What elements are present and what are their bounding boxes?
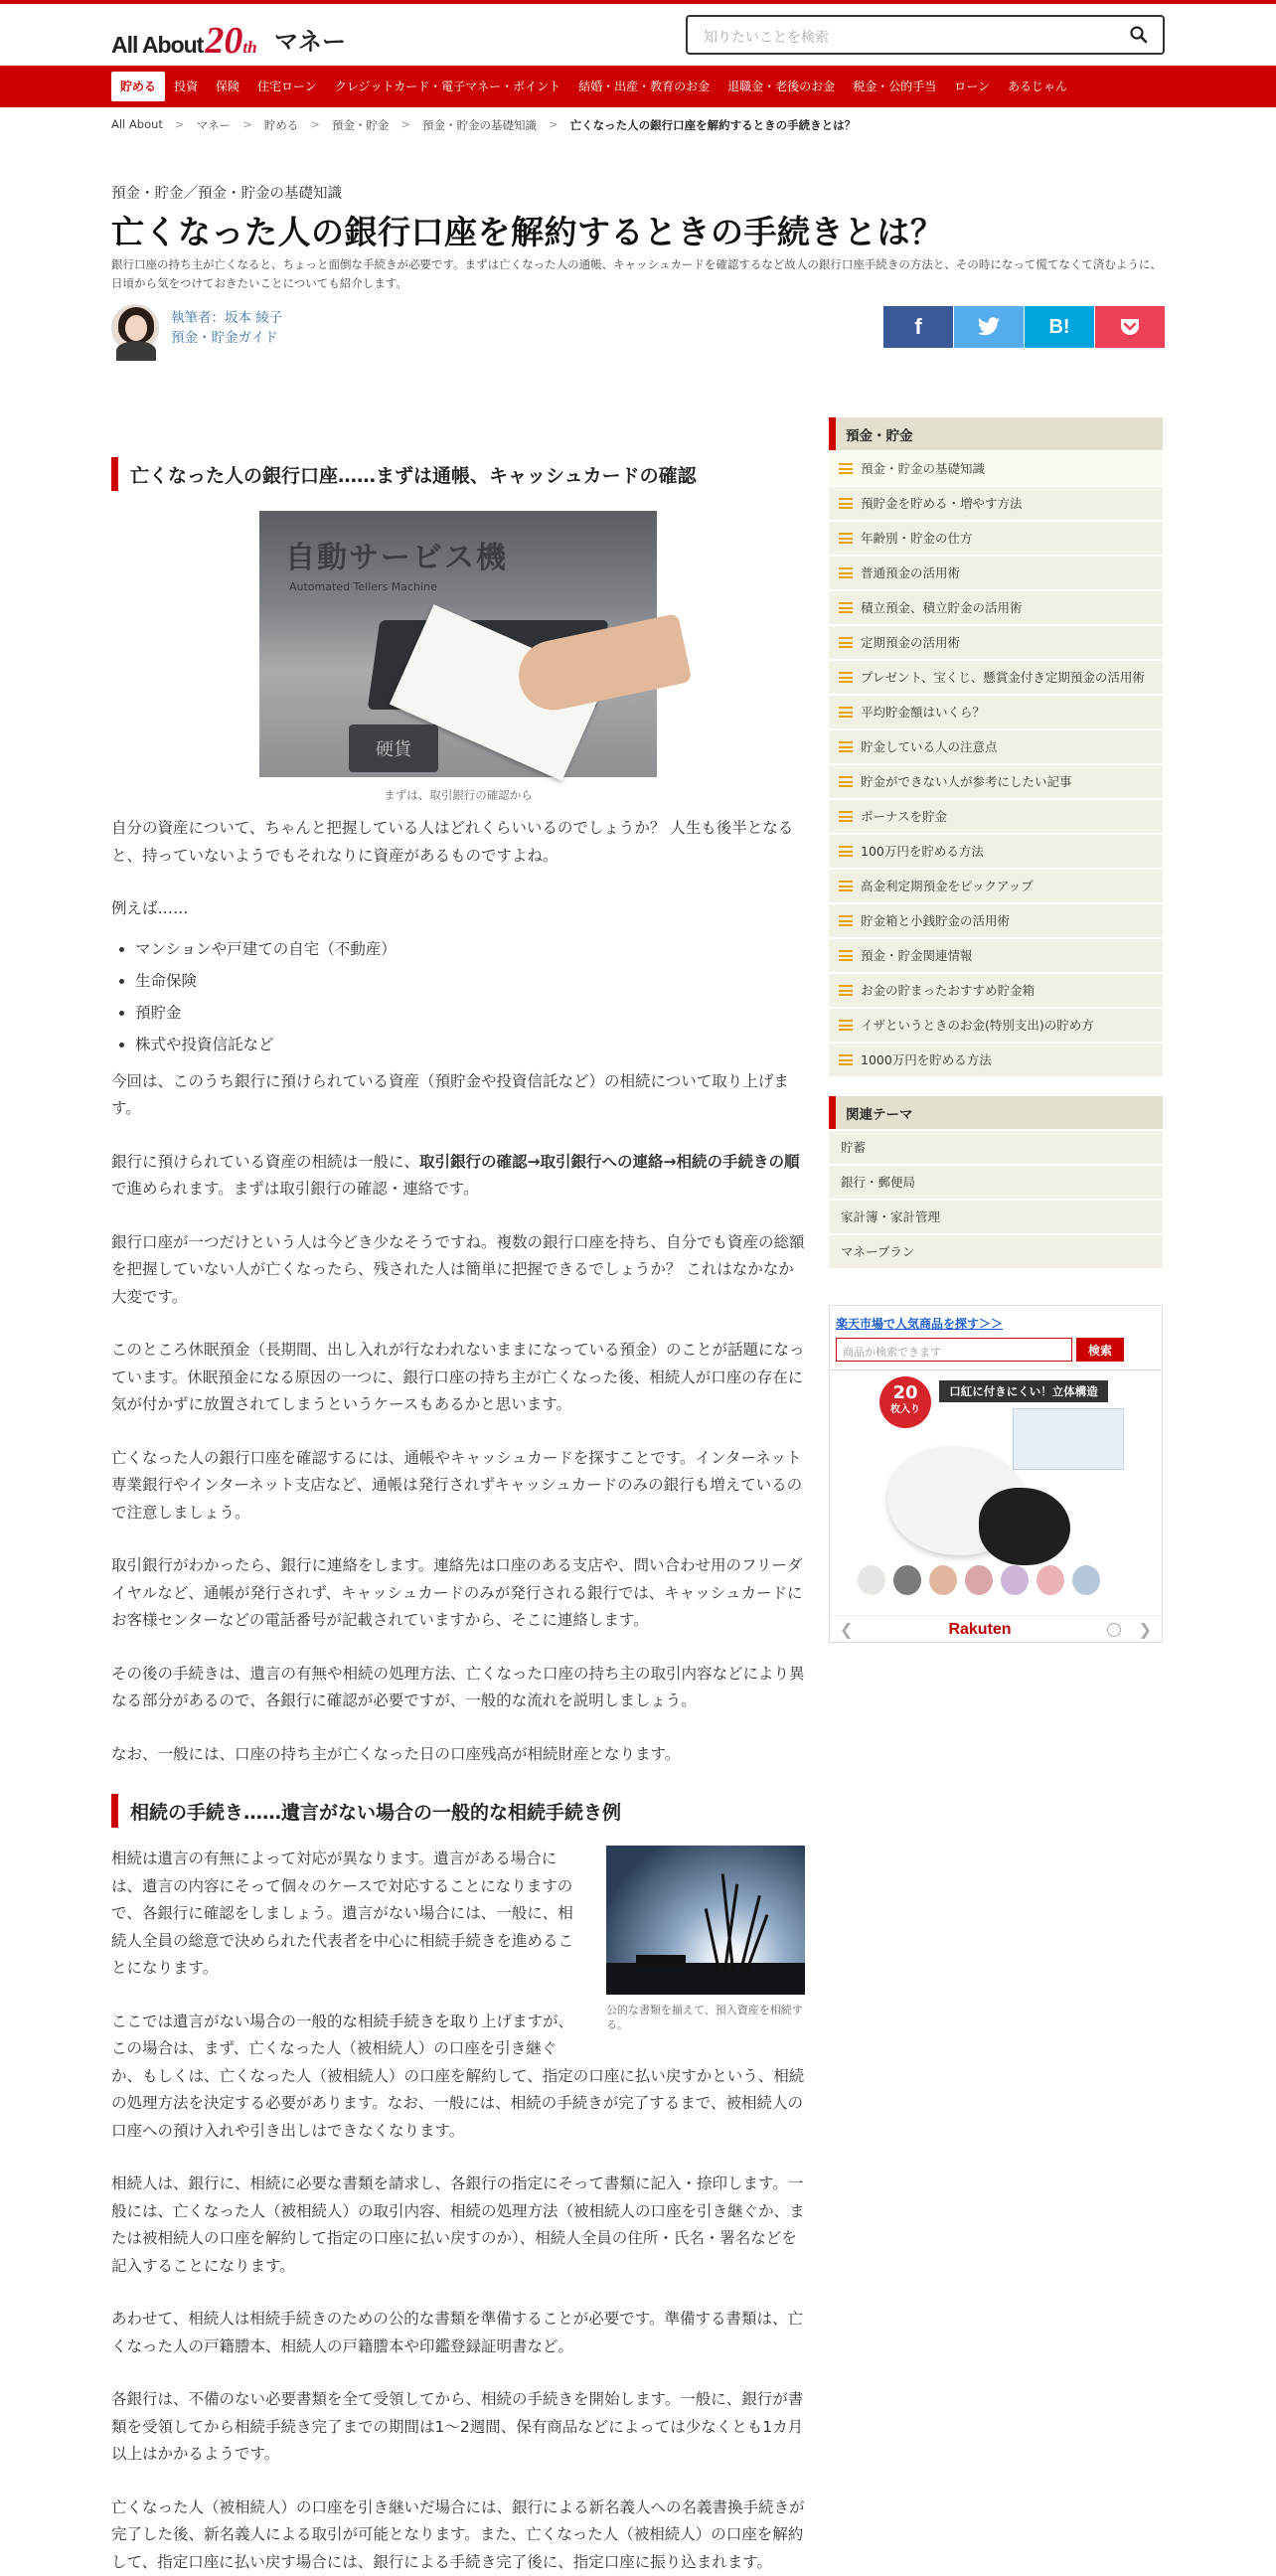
sidebar [829,417,1163,1268]
search-placeholder: 知りたいことを検索 [704,27,829,47]
sidebar-item[interactable] [829,730,1163,763]
breadcrumb-sep: > [400,117,410,133]
list-icon [839,950,853,961]
paragraph: 自分の資産について、ちゃんと把握している人はどれくらいいるのでしょうか？ 人生も後半となると、持っていないようでもそれなりに資産があるものですよね。 [111,815,805,870]
sidebar-item-label: イザというときのお金(特別支出)の貯め方 [861,1018,1094,1033]
list-icon [839,1054,853,1065]
logo-20: 20 [205,22,242,60]
rakuten-search-input[interactable]: 商品か検索できます [836,1338,1072,1362]
quantity-badge [879,1376,931,1428]
sidebar-item[interactable] [829,557,1163,589]
breadcrumb-sep: > [549,117,558,133]
sunset-figure [606,1846,805,2032]
paragraph: 取引銀行がわかったら、銀行に連絡をします。連絡先は口座のある支店や、問い合わせ用のフリーダイヤルなど、通帳が発行されず、キャッシュカードのみが発行される銀行では、キャッシュカードにお客様センターなどの電話番号が記載されていますから、そこに連絡します。 [111,1552,805,1635]
pocket-icon [1119,317,1141,337]
sidebar-item-label: 年齢別・貯金の仕方 [861,531,973,546]
author-name[interactable]: 執筆者：坂本 綾子 [171,308,282,328]
twitter-icon [977,317,1001,337]
sidebar-item-label: 貯金ができない人が参考にしたい記事 [861,774,1072,789]
facebook-icon: f [914,314,921,340]
sidebar-item[interactable] [829,904,1163,937]
list-icon [839,707,853,718]
nav-item-tax[interactable]: 税金・公的手当 [844,72,945,101]
paragraph-text: で進められます。まずは取引銀行の確認・連絡です。 [111,1180,479,1198]
atm-sign-text: 自動サービス機 [285,533,508,576]
sidebar-item-label: 貯金している人の注意点 [861,739,998,754]
sidebar-item[interactable] [829,974,1163,1007]
list-item: • 株式や投資信託など [135,1029,805,1060]
article-lead: 銀行口座の持ち主が亡くなると、ちょっと面倒な手続きが必要です。まずは亡くなった人の通帳、キャッシュカードを確認するなど故人の銀行口座手続きの方法と、その時になって慌てなくて済むように、日頃から気をつけておきたいことについても紹介します。 [111,255,1165,293]
sidebar-item[interactable] [829,870,1163,902]
sidebar-item-label: ボーナスを貯金 [861,809,947,824]
article-body [111,457,805,2576]
image-caption: 公的な書類を揃えて、預入資産を相続する。 [606,2003,805,2032]
sidebar-item-label: 預金・貯金関連情報 [861,948,973,963]
section-heading: 亡くなった人の銀行口座……まずは通帳、キャッシュカードの確認 [111,457,805,491]
sidebar-item-label: 貯金箱と小銭貯金の活用術 [861,913,1010,928]
global-nav [0,66,1276,107]
breadcrumb-item[interactable]: All About [111,117,163,133]
paragraph: このところ休眠預金（長期間、出し入れが行なわれないままになっている預金）のことが話題になっています。休眠預金になる原因の一つに、銀行口座の持ち主が亡くなった後、相続人が口座の存在に気が付かずに放置されてしまうというケースもあるかと思います。 [111,1337,805,1419]
logo-th: th [242,38,256,58]
sidebar-item-label: お金の貯まったおすすめ貯金箱 [861,983,1035,998]
breadcrumb [111,117,856,133]
list-icon [839,637,853,648]
chevron-right-icon[interactable]: ❯ [1139,1620,1152,1639]
rakuten-logo: Rakuten [948,1621,1011,1639]
hatena-icon: B! [1048,316,1069,339]
paragraph: 例えば…… [111,895,805,923]
pocket-share-button[interactable] [1095,306,1165,348]
atm-key-text: 硬貨 [349,724,438,772]
logo-text: All About [111,32,203,59]
paragraph: あわせて、相続人は相続手続きのための公的な書類を準備することが必要です。準備する書類は、亡くなった人の戸籍謄本、相続人の戸籍謄本や印鑑登録証明書など。 [111,2306,805,2360]
list-item: • 預貯金 [135,997,805,1029]
list-item: • マンションや戸建ての自宅（不動産） [135,933,805,965]
paragraph: 銀行口座が一つだけという人は今どき少なそうですね。複数の銀行口座を持ち、自分でも資産の総額を把握していない人が亡くなったら、残された人は簡単に把握できるでしょうか？ これはなかなか大変です。 [111,1229,805,1312]
sidebar-item-label: 1000万円を貯める方法 [861,1052,992,1067]
sidebar-item-label: 100万円を貯める方法 [861,844,984,859]
sidebar-item[interactable] [829,765,1163,798]
breadcrumb-item[interactable]: 貯める [264,117,299,133]
sidebar-item[interactable] [829,800,1163,833]
search-icon[interactable] [1129,25,1149,45]
related-theme-item[interactable]: マネープラン [829,1235,1163,1268]
list-icon [839,881,853,891]
paragraph-text: 銀行に預けられている資産の相続は一般に、 [111,1153,419,1171]
top-accent-line [0,0,1276,4]
sidebar-item[interactable] [829,835,1163,868]
paragraph [111,1149,805,1204]
section-name[interactable]: マネー [274,22,346,57]
paragraph: ここでは遺言がない場合の一般的な相続手続きを取り上げますが、この場合は、まず、亡くなった人（被相続人）の口座を引き継ぐか、もしくは、亡くなった人（被相続人）の口座を解約して、指定の口座に払い戻すかという、相続の処理方法を決定する必要があります。なお、一般には、相続の手続きが完了するまで、被相続人の口座への預け入れや引き出しはできなくなります。 [111,2009,805,2146]
paragraph: 亡くなった人の銀行口座を確認するには、通帳やキャッシュカードを探すことです。インターネット専業銀行やインターネット支店など、通帳は発行されずキャッシュカードのみの銀行も増えているので注意しましょう。 [111,1445,805,1528]
black-mask-image [979,1488,1070,1565]
list-icon [839,776,853,787]
sidebar-item[interactable] [829,1009,1163,1042]
sidebar-item[interactable] [829,487,1163,520]
sidebar-item[interactable] [829,452,1163,485]
breadcrumb-current: 亡くなった人の銀行口座を解約するときの手続きとは？ [570,117,857,133]
rakuten-link[interactable]: 楽天市場で人気商品を探す＞＞ [830,1306,1162,1336]
ad-tagline: 口紅に付きにくい！立体構造 [939,1380,1108,1402]
author-block[interactable] [111,304,282,352]
nav-item-credit-card[interactable]: クレジットカード・電子マネー・ポイント [326,72,569,101]
color-variants [858,1565,1108,1595]
breadcrumb-item[interactable]: 預金・貯金 [332,117,390,133]
article-category[interactable]: 預金・貯金／預金・貯金の基礎知識 [111,182,342,203]
list-icon [839,498,853,509]
nav-item-arujan[interactable]: あるじゃん [999,72,1076,101]
allabout-logo[interactable] [111,22,257,56]
breadcrumb-item[interactable]: マネー [197,117,232,133]
list-icon [839,915,853,926]
chevron-left-icon[interactable]: ❮ [840,1620,853,1639]
rakuten-search-button[interactable]: 検索 [1076,1338,1124,1362]
nav-item-housing-loan[interactable]: 住宅ローン [248,72,326,101]
list-icon [839,741,853,752]
sidebar-item[interactable] [829,939,1163,972]
sidebar-item[interactable] [829,696,1163,728]
sidebar-item[interactable] [829,522,1163,555]
sidebar-topic-list [829,452,1163,1076]
sidebar-item-label: 平均貯金額はいくら？ [861,705,985,720]
atm-photo [259,511,657,777]
list-icon [839,567,853,578]
list-icon [839,811,853,822]
breadcrumb-sep: > [242,117,252,133]
paragraph: その後の手続きは、遺言の有無や相続の処理方法、亡くなった口座の持ち主の取引内容などにより異なる部分があるので、各銀行に確認が必要ですが、一般的な流れを説明しましょう。 [111,1661,805,1715]
paragraph: 相続は遺言の有無によって対応が異なります。遺言がある場合には、遺言の内容にそって個々のケースで対応することになりますので、各銀行に確認をしましょう。遺言がない場合には、一般に、相続人全員の総意で決められた代表者を中心に相続手続きを進めることになります。 [111,1846,805,1983]
related-theme-item[interactable]: 銀行・郵便局 [829,1166,1163,1199]
breadcrumb-sep: > [310,117,320,133]
page-title: 亡くなった人の銀行口座を解約するときの手続きとは？ [111,207,944,253]
paragraph: 各銀行は、不備のない必要書類を全て受領してから、相続の手続きを開始します。一般に、銀行が書類を受領してから相続手続き完了までの期間は1～2週間、保有商品などによっては少なくとも1カ月以上はかかるようです。 [111,2386,805,2469]
sidebar-heading: 関連テーマ [829,1096,1163,1129]
nav-item-marriage[interactable]: 結婚・出産・教育のお金 [569,72,718,101]
sidebar-item-label: 預金・貯金の基礎知識 [861,461,985,476]
list-icon [839,846,853,857]
sidebar-item-label: 高金利定期預金をピックアップ [861,879,1034,893]
nav-item-insurance[interactable]: 保険 [207,72,248,101]
badge-unit: 枚入り [879,1404,931,1416]
facebook-share-button[interactable] [883,306,953,348]
sidebar-heading: 預金・貯金 [829,417,1163,450]
share-buttons [882,306,1165,348]
related-theme-item[interactable]: 家計簿・家計管理 [829,1201,1163,1233]
hatena-bookmark-button[interactable] [1025,306,1094,348]
list-icon [839,1020,853,1031]
mask-package [1013,1408,1124,1470]
paragraph: 相続人は、銀行に、相続に必要な書類を請求し、各銀行の指定にそって書類に記入・捺印します。一般には、亡くなった人（被相続人）の取引内容、相続の処理方法（被相続人の口座を引き継ぐか、または被相続人の口座を解約して指定の口座に払い戻すのか）、相続人全員の住所・氏名・署名などを記入することになります。 [111,2171,805,2280]
asset-list [135,933,805,1060]
sidebar-item[interactable] [829,591,1163,624]
sidebar-item-label: 普通預金の活用術 [861,565,960,580]
author-role[interactable]: 預金・貯金ガイド [171,328,282,348]
sidebar-item-label: 預貯金を貯める・増やす方法 [861,496,1023,511]
badge-number: 20 [892,1382,917,1403]
info-icon[interactable] [1107,1623,1121,1637]
related-theme-item[interactable]: 貯蓄 [829,1131,1163,1164]
paragraph: 今回は、このうち銀行に預けられている資産（預貯金や投資信託など）の相続について取り上げます。 [111,1068,805,1123]
nav-item-save[interactable]: 貯める [111,72,165,101]
list-icon [839,463,853,474]
section-heading: 相続の手続き……遺言がない場合の一般的な相続手続き例 [111,1794,805,1828]
list-item: • 生命保険 [135,965,805,997]
image-caption: まずは、取引銀行の確認から [259,787,657,803]
rakuten-widget [829,1305,1163,1643]
breadcrumb-item[interactable]: 預金・貯金の基礎知識 [422,117,537,133]
list-icon [839,672,853,683]
section-body [111,1846,805,2576]
search-input[interactable] [686,15,1165,55]
nav-item-loan[interactable]: ローン [945,72,999,101]
sunset-photo [606,1846,805,1995]
paragraph: なお、一般には、口座の持ち主が亡くなった日の口座残高が相続財産となります。 [111,1741,805,1769]
related-theme-list [829,1131,1163,1268]
sidebar-item[interactable] [829,1044,1163,1076]
rakuten-ad-banner[interactable] [830,1369,1162,1642]
atm-figure [259,511,657,803]
paragraph: 亡くなった人（被相続人）の口座を引き継いだ場合には、銀行による新名義人への名義書換手続きが完了した後、新名義人による取引が可能となります。また、亡くなった人（被相続人）の口座を解約して、指定口座に払い戻す場合には、銀行による手続き完了後に、指定口座に振り込まれます。 [111,2495,805,2576]
list-icon [839,602,853,613]
nav-item-retirement[interactable]: 退職金・老後のお金 [718,72,844,101]
paragraph-emphasis: 取引銀行の確認→取引銀行への連絡→相続の手続きの順 [419,1153,799,1171]
list-icon [839,533,853,544]
sidebar-item-label: プレゼント、宝くじ、懸賞金付き定期預金の活用術 [861,670,1145,685]
breadcrumb-sep: > [175,117,185,133]
twitter-share-button[interactable] [954,306,1024,348]
atm-sign-subtext: Automated Tellers Machine [289,580,437,593]
avatar[interactable] [111,304,159,352]
sidebar-item[interactable] [829,626,1163,659]
list-icon [839,985,853,996]
sidebar-item-label: 定期預金の活用術 [861,635,960,650]
nav-item-invest[interactable]: 投資 [165,72,207,101]
sidebar-item[interactable] [829,661,1163,694]
sidebar-item-label: 積立預金、積立貯金の活用術 [861,600,1023,615]
